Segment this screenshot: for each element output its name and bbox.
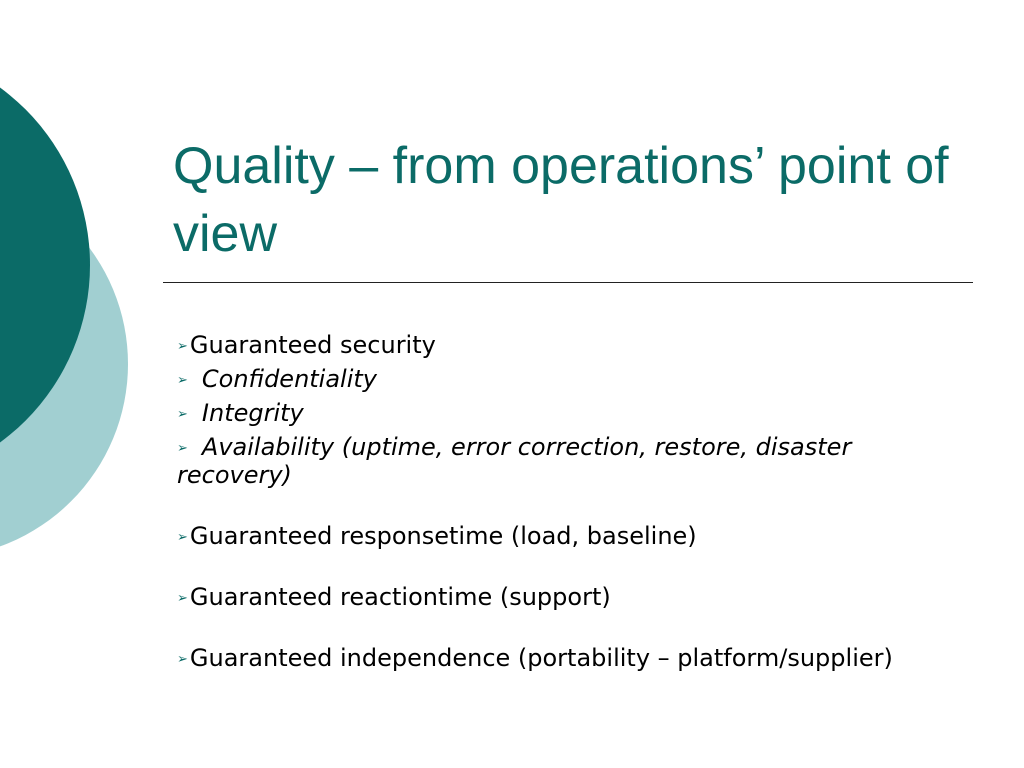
bullet-text: Integrity: [201, 399, 304, 427]
bullet-text: Confidentiality: [201, 365, 378, 393]
bullet-item-independence: [177, 644, 937, 672]
bullet-item-reactiontime: [177, 583, 937, 611]
bullet-text: Guaranteed security: [189, 331, 436, 359]
arrow-bullet-icon: ➢: [177, 373, 188, 388]
arrow-bullet-icon: ➢: [177, 530, 188, 545]
arrow-bullet-icon: ➢: [177, 652, 188, 667]
bullet-item-availability: [177, 433, 937, 489]
bullet-text: Availability (uptime, error correction, restore, disaster recovery): [177, 433, 852, 489]
arrow-bullet-icon: ➢: [177, 591, 188, 606]
bullet-item-responsetime: [177, 522, 937, 550]
bullet-text: Guaranteed independence (portability – platform/supplier): [189, 644, 893, 672]
slide-title: Quality – from operations’ point of view: [173, 137, 949, 263]
bullet-item-confidentiality: [177, 365, 937, 393]
bullet-text: Guaranteed reactiontime (support): [189, 583, 611, 611]
arrow-bullet-icon: ➢: [177, 407, 188, 422]
bullet-item-guaranteed-security: [177, 331, 937, 359]
bullet-text: Guaranteed responsetime (load, baseline): [189, 522, 697, 550]
title-divider: [163, 282, 973, 283]
arrow-bullet-icon: ➢: [177, 339, 188, 354]
slide-body: [177, 331, 937, 678]
arrow-bullet-icon: ➢: [177, 441, 188, 456]
bullet-item-integrity: [177, 399, 937, 427]
